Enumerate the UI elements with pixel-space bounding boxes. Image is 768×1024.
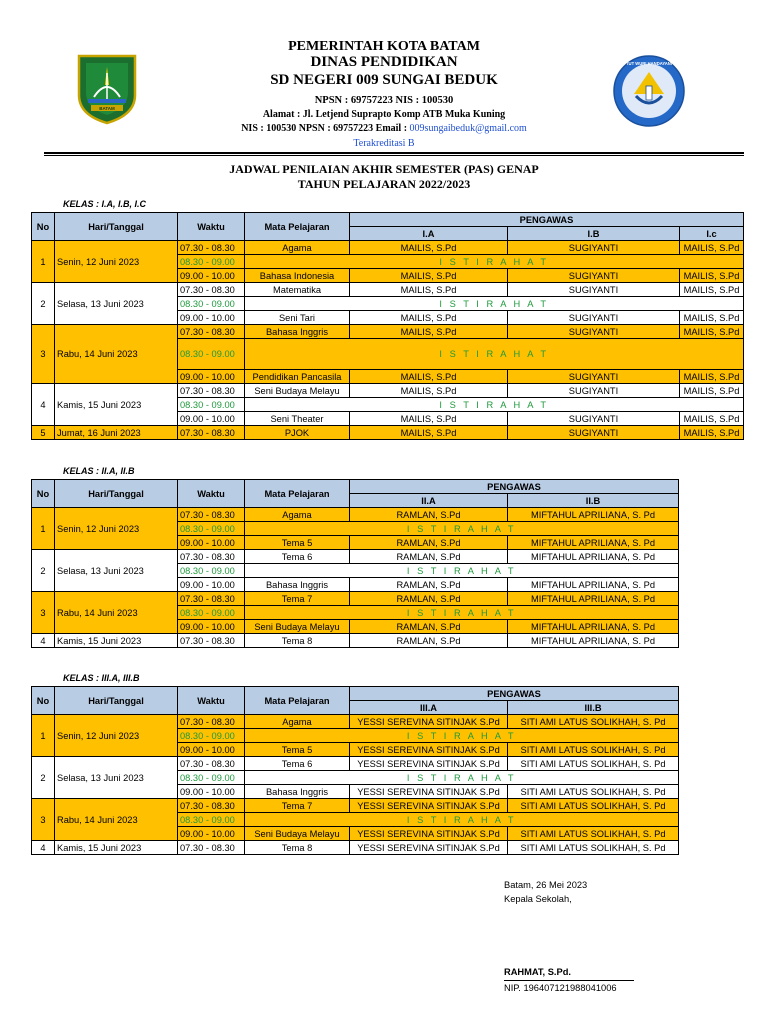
cell-day: Kamis, 15 Juni 2023: [55, 384, 178, 426]
cell-time: 07.30 - 08.30: [178, 634, 245, 648]
cell-istirahat: I S T I R A H A T: [245, 297, 744, 311]
table-row: [32, 426, 744, 440]
signature-nip: NIP. 196407121988041006: [504, 983, 617, 993]
schedule-body: [32, 508, 679, 648]
letterhead-rule-thick: [44, 152, 744, 154]
cell-subject: Bahasa Inggris: [245, 325, 350, 339]
cell-time: 07.30 - 08.30: [178, 508, 245, 522]
table-row: [32, 799, 679, 813]
cell-time: 08.30 - 09.00: [178, 771, 245, 785]
cell-time: 09.00 - 10.00: [178, 370, 245, 384]
cell-supervisor: MAILIS, S.Pd: [350, 283, 508, 297]
gov-name: PEMERINTAH KOTA BATAM: [288, 39, 480, 54]
signature-role: Kepala Sekolah,: [504, 894, 572, 904]
col-day: Hari/Tanggal: [55, 687, 178, 715]
school-name: SD NEGERI 009 SUNGAI BEDUK: [270, 72, 498, 88]
cell-supervisor: SITI AMI LATUS SOLIKHAH, S. Pd: [508, 799, 679, 813]
cell-supervisor: SUGIYANTI: [508, 325, 680, 339]
cell-time: 08.30 - 09.00: [178, 522, 245, 536]
cell-supervisor: MAILIS, S.Pd: [350, 384, 508, 398]
cell-time: 07.30 - 08.30: [178, 799, 245, 813]
cell-istirahat: I S T I R A H A T: [245, 339, 744, 370]
cell-supervisor: MIFTAHUL APRILIANA, S. Pd: [508, 620, 679, 634]
cell-supervisor: MIFTAHUL APRILIANA, S. Pd: [508, 634, 679, 648]
cell-supervisor: YESSI SEREVINA SITINJAK S.Pd: [350, 715, 508, 729]
cell-supervisor: SITI AMI LATUS SOLIKHAH, S. Pd: [508, 757, 679, 771]
col-subject: Mata Pelajaran: [245, 213, 350, 241]
svg-text:BATAM: BATAM: [99, 106, 115, 111]
accreditation: Terakreditasi B: [353, 138, 415, 149]
cell-supervisor: YESSI SEREVINA SITINJAK S.Pd: [350, 799, 508, 813]
cell-time: 07.30 - 08.30: [178, 592, 245, 606]
cell-supervisor: SUGIYANTI: [508, 241, 680, 255]
cell-day: Rabu, 14 Juni 2023: [55, 325, 178, 384]
cell-supervisor: MAILIS, S.Pd: [350, 269, 508, 283]
document-title: JADWAL PENILAIAN AKHIR SEMESTER (PAS) GENAP: [229, 162, 539, 176]
cell-time: 07.30 - 08.30: [178, 715, 245, 729]
cell-time: 07.30 - 08.30: [178, 384, 245, 398]
cell-supervisor: SUGIYANTI: [508, 384, 680, 398]
table-row: [32, 634, 679, 648]
cell-time: 09.00 - 10.00: [178, 269, 245, 283]
cell-supervisor: SITI AMI LATUS SOLIKHAH, S. Pd: [508, 743, 679, 757]
cell-no: 4: [32, 841, 55, 855]
cell-subject: Tema 6: [245, 757, 350, 771]
cell-supervisor: MAILIS, S.Pd: [350, 311, 508, 325]
col-time: Waktu: [178, 687, 245, 715]
cell-day: Selasa, 13 Juni 2023: [55, 550, 178, 592]
cell-day: Rabu, 14 Juni 2023: [55, 799, 178, 841]
table-row: [32, 550, 679, 564]
cell-istirahat: I S T I R A H A T: [245, 771, 679, 785]
cell-time: 08.30 - 09.00: [178, 564, 245, 578]
cell-supervisor: MAILIS, S.Pd: [350, 325, 508, 339]
cell-istirahat: I S T I R A H A T: [245, 606, 679, 620]
cell-supervisor: MAILIS, S.Pd: [680, 370, 744, 384]
cell-istirahat: I S T I R A H A T: [245, 522, 679, 536]
cell-supervisor: MAILIS, S.Pd: [680, 311, 744, 325]
cell-subject: Tema 5: [245, 743, 350, 757]
cell-subject: Bahasa Indonesia: [245, 269, 350, 283]
cell-time: 08.30 - 09.00: [178, 255, 245, 269]
cell-day: Jumat, 16 Juni 2023: [55, 426, 178, 440]
cell-time: 07.30 - 08.30: [178, 550, 245, 564]
table-row: [32, 241, 744, 255]
cell-time: 08.30 - 09.00: [178, 398, 245, 412]
schedule-table-2: [31, 479, 679, 648]
cell-supervisor: MIFTAHUL APRILIANA, S. Pd: [508, 508, 679, 522]
cell-subject: Tema 5: [245, 536, 350, 550]
cell-time: 08.30 - 09.00: [178, 729, 245, 743]
cell-supervisor: MAILIS, S.Pd: [680, 283, 744, 297]
cell-day: Senin, 12 Juni 2023: [55, 715, 178, 757]
cell-supervisor: RAMLAN, S.Pd: [350, 550, 508, 564]
col-class: II.B: [508, 494, 679, 508]
col-class: I.A: [350, 227, 508, 241]
cell-time: 07.30 - 08.30: [178, 325, 245, 339]
class-label-3: KELAS : III.A, III.B: [63, 673, 140, 683]
cell-no: 5: [32, 426, 55, 440]
cell-time: 07.30 - 08.30: [178, 426, 245, 440]
col-day: Hari/Tanggal: [55, 213, 178, 241]
cell-istirahat: I S T I R A H A T: [245, 398, 744, 412]
cell-supervisor: MAILIS, S.Pd: [680, 241, 744, 255]
address-line: Alamat : Jl. Letjend Suprapto Komp ATB Muka Kuning: [262, 109, 506, 120]
cell-subject: Matematika: [245, 283, 350, 297]
cell-subject: Bahasa Inggris: [245, 578, 350, 592]
cell-time: 09.00 - 10.00: [178, 743, 245, 757]
col-class: I.c: [680, 227, 744, 241]
cell-time: 09.00 - 10.00: [178, 578, 245, 592]
cell-subject: Agama: [245, 241, 350, 255]
schedule-body: [32, 715, 679, 855]
cell-supervisor: MAILIS, S.Pd: [680, 426, 744, 440]
cell-supervisor: SUGIYANTI: [508, 269, 680, 283]
cell-subject: Tema 7: [245, 592, 350, 606]
cell-supervisor: RAMLAN, S.Pd: [350, 592, 508, 606]
cell-supervisor: YESSI SEREVINA SITINJAK S.Pd: [350, 785, 508, 799]
contact-text: NIS : 100530 NPSN : 69757223 Email :: [241, 123, 410, 134]
cell-day: Senin, 12 Juni 2023: [55, 241, 178, 283]
cell-supervisor: MIFTAHUL APRILIANA, S. Pd: [508, 536, 679, 550]
col-class: I.B: [508, 227, 680, 241]
col-pengawas: PENGAWAS: [350, 480, 679, 494]
svg-text:TUT WURI HANDAYANI: TUT WURI HANDAYANI: [626, 61, 672, 66]
cell-time: 09.00 - 10.00: [178, 311, 245, 325]
cell-time: 07.30 - 08.30: [178, 283, 245, 297]
contact-line: [0, 123, 768, 134]
cell-supervisor: SUGIYANTI: [508, 412, 680, 426]
cell-no: 1: [32, 508, 55, 550]
cell-time: 08.30 - 09.00: [178, 813, 245, 827]
cell-supervisor: SUGIYANTI: [508, 283, 680, 297]
cell-supervisor: RAMLAN, S.Pd: [350, 508, 508, 522]
cell-time: 09.00 - 10.00: [178, 785, 245, 799]
table-row: [32, 384, 744, 398]
class-label-1: KELAS : I.A, I.B, I.C: [63, 199, 147, 209]
letterhead: [0, 0, 768, 160]
col-subject: Mata Pelajaran: [245, 480, 350, 508]
col-subject: Mata Pelajaran: [245, 687, 350, 715]
cell-subject: Tema 7: [245, 799, 350, 813]
cell-subject: Seni Budaya Melayu: [245, 620, 350, 634]
signature-name: RAHMAT, S.Pd.: [504, 967, 571, 977]
cell-day: Rabu, 14 Juni 2023: [55, 592, 178, 634]
cell-time: 07.30 - 08.30: [178, 241, 245, 255]
cell-supervisor: SITI AMI LATUS SOLIKHAH, S. Pd: [508, 841, 679, 855]
cell-no: 3: [32, 799, 55, 841]
cell-supervisor: MAILIS, S.Pd: [680, 269, 744, 283]
cell-no: 4: [32, 634, 55, 648]
document-subtitle: TAHUN PELAJARAN 2022/2023: [297, 177, 471, 191]
dept-name: DINAS PENDIDIKAN: [310, 54, 458, 70]
cell-no: 2: [32, 757, 55, 799]
cell-supervisor: MAILIS, S.Pd: [680, 384, 744, 398]
schedule-body: [32, 241, 744, 440]
signature-place-date: Batam, 26 Mei 2023: [504, 880, 588, 890]
col-day: Hari/Tanggal: [55, 480, 178, 508]
table-row: [32, 841, 679, 855]
table-row: [32, 715, 679, 729]
cell-subject: Agama: [245, 508, 350, 522]
cell-supervisor: RAMLAN, S.Pd: [350, 536, 508, 550]
table-row: [32, 325, 744, 339]
cell-no: 3: [32, 325, 55, 384]
cell-day: Kamis, 15 Juni 2023: [55, 841, 178, 855]
schedule-table-1: [31, 212, 744, 440]
cell-supervisor: SUGIYANTI: [508, 311, 680, 325]
email-link[interactable]: 009sungaibeduk@gmail.com: [409, 123, 527, 134]
col-time: Waktu: [178, 213, 245, 241]
cell-time: 09.00 - 10.00: [178, 412, 245, 426]
cell-supervisor: MAILIS, S.Pd: [350, 412, 508, 426]
cell-supervisor: SUGIYANTI: [508, 426, 680, 440]
cell-supervisor: SUGIYANTI: [508, 370, 680, 384]
table-row: [32, 757, 679, 771]
cell-supervisor: MAILIS, S.Pd: [350, 426, 508, 440]
cell-istirahat: I S T I R A H A T: [245, 729, 679, 743]
cell-time: 08.30 - 09.00: [178, 339, 245, 370]
cell-subject: Seni Theater: [245, 412, 350, 426]
cell-time: 09.00 - 10.00: [178, 536, 245, 550]
cell-istirahat: I S T I R A H A T: [245, 564, 679, 578]
cell-time: 07.30 - 08.30: [178, 841, 245, 855]
cell-supervisor: RAMLAN, S.Pd: [350, 620, 508, 634]
cell-istirahat: I S T I R A H A T: [245, 813, 679, 827]
table-row: [32, 508, 679, 522]
cell-subject: Tema 8: [245, 841, 350, 855]
cell-subject: Tema 6: [245, 550, 350, 564]
cell-supervisor: RAMLAN, S.Pd: [350, 578, 508, 592]
cell-day: Selasa, 13 Juni 2023: [55, 757, 178, 799]
cell-supervisor: MAILIS, S.Pd: [680, 325, 744, 339]
schedule-table-3: [31, 686, 679, 855]
signature-underline: [504, 980, 634, 981]
cell-supervisor: MAILIS, S.Pd: [350, 370, 508, 384]
cell-time: 07.30 - 08.30: [178, 757, 245, 771]
cell-supervisor: YESSI SEREVINA SITINJAK S.Pd: [350, 827, 508, 841]
cell-day: Kamis, 15 Juni 2023: [55, 634, 178, 648]
class-label-2: KELAS : II.A, II.B: [63, 466, 135, 476]
col-class: II.A: [350, 494, 508, 508]
cell-supervisor: YESSI SEREVINA SITINJAK S.Pd: [350, 841, 508, 855]
letterhead-rule-thin: [44, 155, 744, 156]
cell-subject: Bahasa Inggris: [245, 785, 350, 799]
cell-supervisor: SITI AMI LATUS SOLIKHAH, S. Pd: [508, 715, 679, 729]
cell-no: 1: [32, 241, 55, 283]
col-no: No: [32, 213, 55, 241]
cell-no: 4: [32, 384, 55, 426]
cell-no: 1: [32, 715, 55, 757]
table-row: [32, 592, 679, 606]
col-no: No: [32, 480, 55, 508]
cell-time: 09.00 - 10.00: [178, 827, 245, 841]
cell-no: 2: [32, 550, 55, 592]
cell-supervisor: YESSI SEREVINA SITINJAK S.Pd: [350, 757, 508, 771]
cell-time: 08.30 - 09.00: [178, 297, 245, 311]
cell-subject: Tema 8: [245, 634, 350, 648]
cell-supervisor: MIFTAHUL APRILIANA, S. Pd: [508, 550, 679, 564]
col-time: Waktu: [178, 480, 245, 508]
table-row: [32, 283, 744, 297]
col-class: III.A: [350, 701, 508, 715]
cell-subject: Pendidikan Pancasila: [245, 370, 350, 384]
cell-supervisor: RAMLAN, S.Pd: [350, 634, 508, 648]
cell-subject: Agama: [245, 715, 350, 729]
col-pengawas: PENGAWAS: [350, 687, 679, 701]
cell-day: Senin, 12 Juni 2023: [55, 508, 178, 550]
cell-no: 3: [32, 592, 55, 634]
cell-subject: Seni Tari: [245, 311, 350, 325]
cell-subject: Seni Budaya Melayu: [245, 827, 350, 841]
cell-day: Selasa, 13 Juni 2023: [55, 283, 178, 325]
npsn-line: NPSN : 69757223 NIS : 100530: [314, 95, 454, 106]
cell-time: 09.00 - 10.00: [178, 620, 245, 634]
cell-supervisor: MIFTAHUL APRILIANA, S. Pd: [508, 592, 679, 606]
col-class: III.B: [508, 701, 679, 715]
cell-subject: PJOK: [245, 426, 350, 440]
cell-istirahat: I S T I R A H A T: [245, 255, 744, 269]
cell-supervisor: MAILIS, S.Pd: [680, 412, 744, 426]
cell-no: 2: [32, 283, 55, 325]
cell-supervisor: SITI AMI LATUS SOLIKHAH, S. Pd: [508, 785, 679, 799]
cell-supervisor: MAILIS, S.Pd: [350, 241, 508, 255]
cell-supervisor: SITI AMI LATUS SOLIKHAH, S. Pd: [508, 827, 679, 841]
col-no: No: [32, 687, 55, 715]
cell-supervisor: MIFTAHUL APRILIANA, S. Pd: [508, 578, 679, 592]
cell-time: 08.30 - 09.00: [178, 606, 245, 620]
cell-supervisor: YESSI SEREVINA SITINJAK S.Pd: [350, 743, 508, 757]
col-pengawas: PENGAWAS: [350, 213, 744, 227]
cell-subject: Seni Budaya Melayu: [245, 384, 350, 398]
